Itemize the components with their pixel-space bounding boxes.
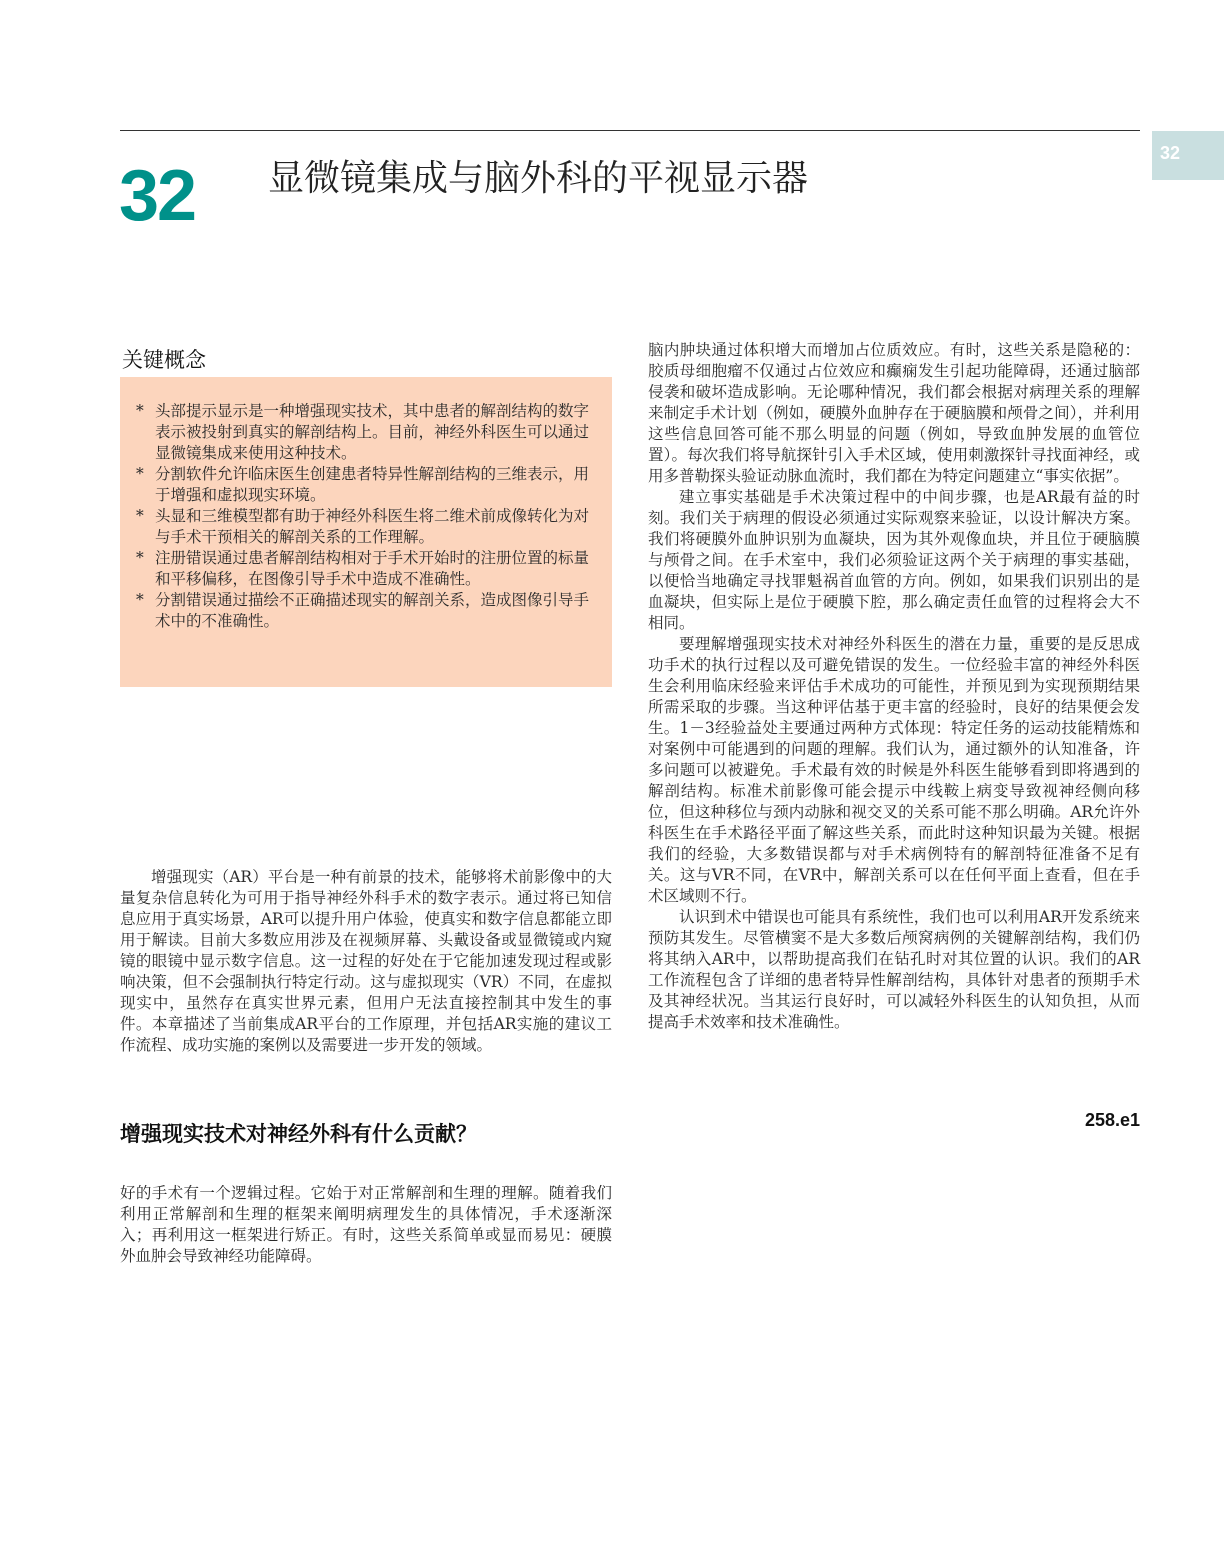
chapter-title: 显微镜集成与脑外科的平视显示器 — [268, 158, 809, 199]
body-paragraph: 建立事实基础是手术决策过程中的中间步骤，也是AR最有益的时刻。我们关于病理的假设必须通过实际观察来验证，以设计解决方案。我们将硬膜外血肿识别为血凝块，因为其外观像血块，并且位于硬脑膜与颅骨之间。在手术室中，我们必须验证这两个关于病理的事实基础，以便恰当地确定寻找罪魁祸首血管的方向。例如，如果我们识别出的是血凝块，但实际上是位于硬膜下腔，那么确定责任血管的过程将会大不相同。 — [648, 488, 1140, 632]
key-concept-text: 分割错误通过描绘不正确描述现实的解剖关系，造成图像引导手术中的不准确性。 — [155, 591, 590, 630]
key-concepts-title: 关键概念 — [122, 348, 206, 372]
key-concept-item — [136, 548, 594, 590]
bullet-marker: * — [136, 402, 144, 420]
bullet-marker: * — [136, 549, 144, 567]
top-rule — [120, 130, 1140, 131]
bullet-marker: * — [136, 465, 144, 483]
key-concept-text: 头部提示显示是一种增强现实技术，其中患者的解剖结构的数字表示被投射到真实的解剖结构上。目前，神经外科医生可以通过显微镜集成来使用这种技术。 — [155, 402, 590, 462]
key-concept-item — [136, 401, 594, 464]
intro-column — [120, 867, 612, 1056]
key-concept-item — [136, 506, 594, 548]
key-concept-text: 头显和三维模型都有助于神经外科医生将二维术前成像转化为对与手术干预相关的解剖关系的工作理解。 — [155, 507, 590, 546]
key-concept-text: 注册错误通过患者解剖结构相对于手术开始时的注册位置的标量和平移偏移，在图像引导手术中造成不准确性。 — [155, 549, 590, 588]
body-paragraph: 要理解增强现实技术对神经外科医生的潜在力量，重要的是反思成功手术的执行过程以及可避免错误的发生。一位经验丰富的神经外科医生会利用临床经验来评估手术成功的可能性，并预见到为实现预期结果所需采取的步骤。当这种评估基于更丰富的经验时，良好的结果便会发生。1－3经验益处主要通过两种方式体现：特定任务的运动技能精炼和对案例中可能遇到的问题的理解。我们认为，通过额外的认知准备，许多问题可以被避免。手术最有效的时候是外科医生能够看到即将遇到的解剖结构。标准术前影像可能会提示中线鞍上病变导致视神经侧向移位，但这种移位与颈内动脉和视交叉的关系可能不那么明确。AR允许外科医生在手术路径平面了解这些关系，而此时这种知识最为关键。根据我们的经验，大多数错误都与对手术病例特有的解剖特征准备不足有关。这与VR不同，在VR中，解剖关系可以在任何平面上查看，但在手术区域则不行。 — [648, 635, 1140, 905]
chapter-tab: 32 — [1152, 131, 1224, 180]
bullet-marker: * — [136, 507, 144, 525]
body-paragraph: 认识到术中错误也可能具有系统性，我们也可以利用AR开发系统来预防其发生。尽管横窦不是大多数后颅窝病例的关键解剖结构，我们仍将其纳入AR中，以帮助提高我们在钻孔时对其位置的认识。我们的AR工作流程包含了详细的患者特异性解剖结构，具体针对患者的预期手术及其神经状况。当其运行良好时，可以减轻外科医生的认知负担，从而提高手术效率和技术准确性。 — [648, 908, 1140, 1031]
chapter-number: 32 — [119, 156, 196, 236]
right-column — [648, 340, 1140, 1033]
section-heading: 增强现实技术对神经外科有什么贡献？ — [120, 1122, 477, 1146]
key-concept-item — [136, 590, 594, 632]
body-paragraph: 脑内肿块通过体积增大而增加占位质效应。有时，这些关系是隐秘的：胶质母细胞瘤不仅通过占位效应和癫痫发生引起功能障碍，还通过脑部侵袭和破坏造成影响。无论哪种情况，我们都会根据对病理关系的理解来制定手术计划（例如，硬膜外血肿存在于硬脑膜和颅骨之间），并利用这些信息回答可能不那么明显的问题（例如，导致血肿发展的血管位置）。每次我们将导航探针引入手术区域，使用刺激探针寻找面神经，或用多普勒探头验证动脉血流时，我们都在为特定问题建立“事实依据”。 — [648, 341, 1140, 485]
section-paragraph: 好的手术有一个逻辑过程。它始于对正常解剖和生理的理解。随着我们利用正常解剖和生理的框架来阐明病理发生的具体情况，手术逐渐深入；再利用这一框架进行矫正。有时，这些关系简单或显而易见：硬膜外血肿会导致神经功能障碍。 — [120, 1184, 612, 1265]
key-concepts-box — [120, 377, 612, 687]
section-body — [120, 1183, 612, 1267]
key-concept-item — [136, 464, 594, 506]
intro-paragraph: 增强现实（AR）平台是一种有前景的技术，能够将术前影像中的大量复杂信息转化为可用于指导神经外科手术的数字表示。通过将已知信息应用于真实场景，AR可以提升用户体验，使真实和数字信息都能立即用于解读。目前大多数应用涉及在视频屏幕、头戴设备或显微镜或内窥镜的眼镜中显示数字信息。这一过程的好处在于它能加速发现过程或影响决策，但不会强制执行特定行动。这与虚拟现实（VR）不同，在虚拟现实中，虽然存在真实世界元素，但用户无法直接控制其中发生的事件。本章描述了当前集成AR平台的工作原理，并包括AR实施的建议工作流程、成功实施的案例以及需要进一步开发的领域。 — [120, 868, 612, 1054]
key-concept-text: 分割软件允许临床医生创建患者特异性解剖结构的三维表示，用于增强和虚拟现实环境。 — [155, 465, 590, 504]
page-number: 258.e1 — [1084, 1110, 1140, 1130]
bullet-marker: * — [136, 591, 144, 609]
